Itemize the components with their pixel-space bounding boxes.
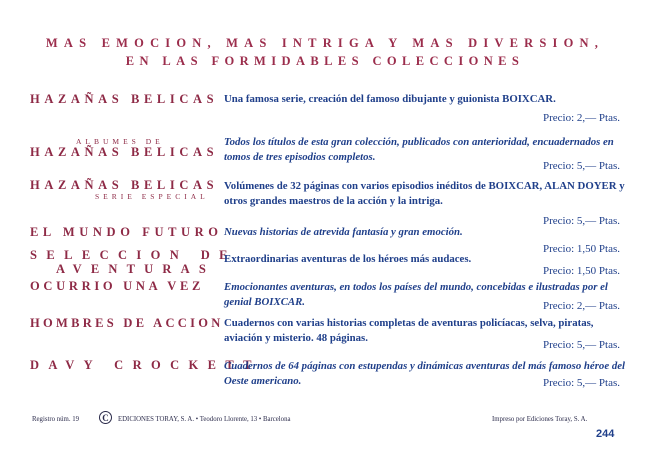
entry-subtitle: SERIE ESPECIAL (95, 192, 209, 201)
copyright-icon: C (99, 411, 112, 424)
entry-title: EL MUNDO FUTURO (30, 225, 223, 239)
entry-price: Precio: 2,— Ptas. (543, 300, 620, 312)
entry-title: SELECCION DE (30, 248, 237, 262)
entry-description: Nuevas historias de atrevida fantasía y gran emoción. (224, 226, 463, 238)
footer-impreso: Impreso por Ediciones Toray, S. A. (492, 416, 588, 423)
entry-title: DAVY CROCKETT (30, 358, 261, 372)
entry-title: HOMBRES DE ACCION (30, 316, 224, 330)
entry-description: Extraordinarias aventuras de los héroes más audaces. (224, 253, 472, 265)
entry-title: HAZAÑAS BELICAS (30, 178, 219, 192)
footer-publisher: EDICIONES TORAY, S. A. • Teodoro Llorente, 13 • Barcelona (118, 416, 291, 423)
entry-pretitle: ALBUMES DE (76, 137, 164, 146)
header-line-2: EN LAS FORMIDABLES COLECCIONES (125, 54, 525, 68)
entry-description: Una famosa serie, creación del famoso dibujante y guionista BOIXCAR. (224, 93, 556, 105)
entry-description: Volúmenes de 32 páginas con varios episodios inéditos de BOIXCAR, ALAN DOYER y otros grandes maestros de la acción y la intriga. (224, 180, 625, 207)
entry-description: Emocionantes aventuras, en todos los países del mundo, concebidas e ilustradas por el genial BOIXCAR. (224, 281, 608, 308)
page-number: 244 (596, 428, 615, 440)
entry-description: Cuadernos de 64 páginas con estupendas y dinámicas aventuras del más famoso héroe del Oeste americano. (224, 360, 626, 387)
entry-title: OCURRIO UNA VEZ (30, 279, 205, 293)
entry-subtitle: AVENTURAS (56, 262, 215, 276)
entry-price: Precio: 5,— Ptas. (543, 339, 620, 351)
entry-description: Cuadernos con varias historias completas de aventuras policíacas, selva, piratas, aviación y misterio. 48 páginas. (224, 317, 594, 344)
entry-price: Precio: 5,— Ptas. (543, 160, 620, 172)
footer-registro: Registro núm. 19 (32, 416, 80, 423)
entry-price: Precio: 2,— Ptas. (543, 112, 620, 124)
entry-description: Todos los títulos de esta gran colección, publicados con anterioridad, encuadernados en tomos de tres episodios completos. (224, 136, 614, 163)
entry-price: Precio: 1,50 Ptas. (543, 265, 620, 277)
entry-price: Precio: 5,— Ptas. (543, 215, 620, 227)
header-line-1: MAS EMOCION, MAS INTRIGA Y MAS DIVERSION, (45, 36, 605, 50)
entry-title: HAZAÑAS BELICAS (30, 92, 219, 106)
entry-price: Precio: 5,— Ptas. (543, 377, 620, 389)
entry-price: Precio: 1,50 Ptas. (543, 243, 620, 255)
entry-title: HAZAÑAS BELICAS (30, 145, 219, 159)
